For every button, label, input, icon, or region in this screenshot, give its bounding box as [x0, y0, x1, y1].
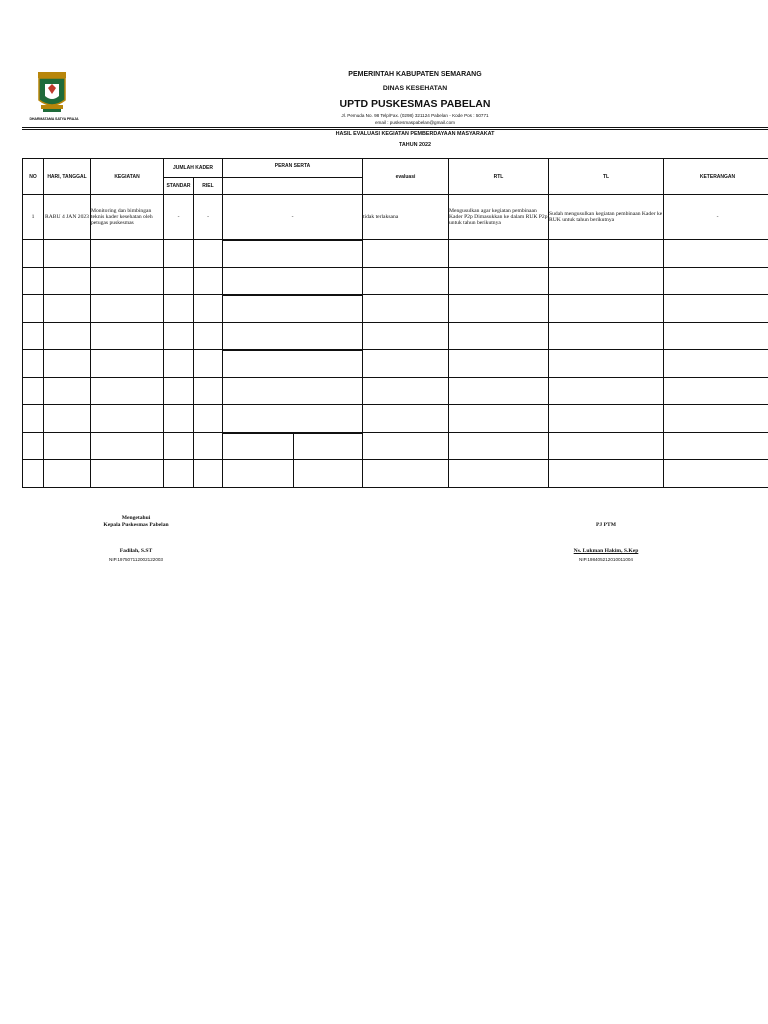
header-peran-serta: PERAN SERTA	[223, 159, 363, 178]
header-evaluasi: evaluasi	[363, 159, 449, 195]
letterhead-address: Jl. Pemuda No. 98 Telp/Fax. (0298) 321124 Pabelan - Kode Pos : 50771	[341, 113, 489, 118]
table-row	[23, 323, 768, 350]
table-row	[23, 433, 768, 460]
letterhead-institution: UPTD PUSKESMAS PABELAN	[339, 98, 491, 110]
table-row	[23, 295, 768, 323]
cell-standar: -	[164, 195, 194, 240]
header-jumlah-kader: JUMLAH KADER	[164, 159, 223, 178]
header-standar: STANDAR	[164, 178, 194, 195]
table-header-row	[23, 159, 768, 178]
header-keterangan: KETERANGAN	[664, 159, 768, 195]
table-row	[23, 460, 768, 488]
logo-caption: DHARMATAMA SATYA PRAJA	[29, 117, 79, 121]
header-peran-serta-sub	[223, 178, 363, 195]
table-row	[23, 405, 768, 433]
header-riel: RIEL	[194, 178, 223, 195]
table-row	[23, 378, 768, 405]
table-row	[23, 240, 768, 268]
regency-emblem-logo	[37, 72, 67, 114]
table-row	[23, 350, 768, 378]
header-no: NO	[23, 159, 44, 195]
signature-right-name: Ns. Lukman Hakim, S.Kep	[573, 548, 639, 554]
signature-right-nip: NIP.198405212010011004	[579, 557, 633, 562]
signature-left-name: Fadilah, S.ST	[119, 548, 153, 554]
letterhead-email: email : puskesmaspabelan@gmail.com	[375, 120, 455, 125]
header-kegiatan: KEGIATAN	[91, 159, 164, 195]
cell-keterangan: -	[664, 195, 768, 240]
letterhead-department: DINAS KESEHATAN	[382, 85, 448, 92]
cell-kegiatan: Monitoring dan bimbingan teknis kader kesehatan oleh petugas puskesmas	[91, 195, 164, 240]
header-rtl: RTL	[449, 159, 549, 195]
signature-left-nip: NIP.197507112002122003	[109, 557, 163, 562]
document-title: HASIL EVALUASI KEGIATAN PEMBERDAYAAN MASYARAKAT	[335, 131, 495, 137]
cell-hari-tanggal: RABU 4 JAN 2023	[44, 195, 91, 240]
table-row	[23, 195, 768, 240]
letterhead-divider-thin	[22, 129, 768, 130]
cell-rtl: Mengusulkan agar kegiatan pembinaan Kader P2p Dimasukkan ke dalam RUK P2p untuk tahun berikutnya	[449, 195, 549, 240]
signature-right-title: PJ PTM	[595, 522, 617, 528]
letterhead-divider	[22, 127, 768, 128]
cell-no: 1	[23, 195, 44, 240]
cell-tl: Sudah mengusulkan kegiatan pembinaan Kader ke RUK untuk tahun berikutnya	[549, 195, 664, 240]
header-tl: TL	[549, 159, 664, 195]
table-row	[23, 268, 768, 295]
signature-left-line1: Mengetahui	[121, 515, 151, 521]
signature-left-title: Kepala Puskesmas Pabelan	[103, 522, 169, 528]
cell-peran-serta: -	[223, 195, 363, 240]
cell-evaluasi: tidak terlaksana	[363, 195, 449, 240]
letterhead-government: PEMERINTAH KABUPATEN SEMARANG	[348, 71, 482, 78]
evaluation-table	[22, 158, 768, 488]
cell-riel: -	[194, 195, 223, 240]
header-hari-tanggal: HARI, TANGGAL	[44, 159, 91, 195]
document-year: TAHUN 2022	[399, 142, 431, 148]
